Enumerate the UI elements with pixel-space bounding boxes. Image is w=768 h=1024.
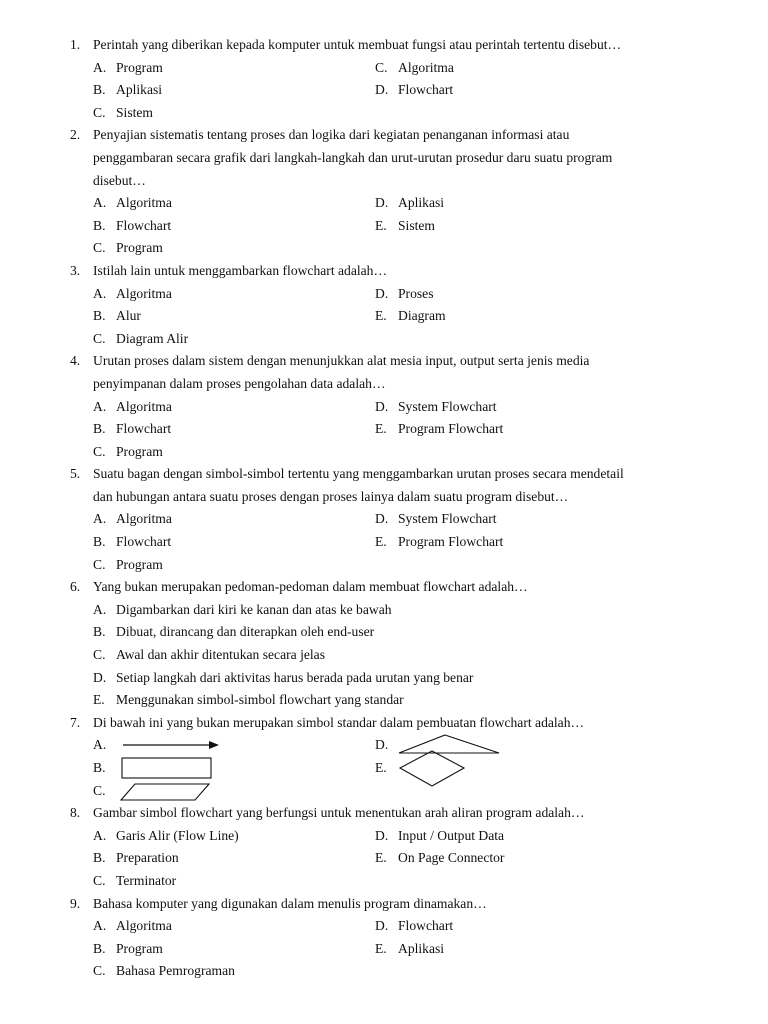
answer-option xyxy=(93,79,162,102)
option-text: Diagram xyxy=(398,308,446,324)
option-symbol-rectangle xyxy=(121,756,213,780)
question-number: 2. xyxy=(70,127,81,143)
question-line xyxy=(0,486,768,509)
options-row xyxy=(0,57,768,80)
option-text: Garis Alir (Flow Line) xyxy=(116,827,239,843)
option-letter: B. xyxy=(93,940,106,956)
options-row xyxy=(0,192,768,215)
option-text: Program xyxy=(116,556,163,572)
answer-option xyxy=(375,734,398,757)
option-text: Program xyxy=(116,940,163,956)
answer-option xyxy=(93,418,171,441)
question-number: 8. xyxy=(70,805,81,821)
option-letter: D. xyxy=(375,827,389,843)
question-line xyxy=(0,124,768,147)
answer-option xyxy=(375,283,434,306)
option-text: Flowchart xyxy=(116,421,172,437)
option-text: Program xyxy=(116,443,163,459)
question-block xyxy=(0,34,768,124)
answer-option xyxy=(93,283,172,306)
question-number: 9. xyxy=(70,895,81,911)
question-number: 1. xyxy=(70,37,81,52)
option-text: System Flowchart xyxy=(398,398,497,414)
options-row xyxy=(0,554,768,577)
option-letter: C. xyxy=(93,782,106,798)
answer-option xyxy=(93,667,473,690)
option-letter: E. xyxy=(375,760,387,775)
option-letter: B. xyxy=(93,624,106,640)
question-text: Gambar simbol flowchart yang berfungsi untuk menentukan arah aliran program adalah… xyxy=(93,805,585,821)
question-text: Istilah lain untuk menggambarkan flowchart adalah… xyxy=(93,262,388,278)
option-letter: C. xyxy=(93,647,106,663)
option-text: Algoritma xyxy=(116,285,172,301)
question-line xyxy=(0,350,768,373)
question-number: 6. xyxy=(70,579,81,595)
options-row xyxy=(0,215,768,238)
question-number: 3. xyxy=(70,262,81,278)
question-block xyxy=(0,802,768,892)
answer-option xyxy=(93,396,172,419)
answer-option xyxy=(93,621,374,644)
option-text: Proses xyxy=(398,285,434,301)
options-row xyxy=(0,960,768,983)
option-text: Alur xyxy=(116,308,141,324)
option-text: Terminator xyxy=(116,872,177,888)
question-text: disebut… xyxy=(93,172,146,188)
option-letter: C. xyxy=(93,872,106,888)
option-text: Program xyxy=(116,240,163,256)
option-text: Sistem xyxy=(398,217,436,233)
answer-option xyxy=(93,599,392,622)
option-letter: C. xyxy=(93,104,106,120)
options-row xyxy=(0,621,768,644)
option-text: Bahasa Pemrograman xyxy=(116,963,235,979)
option-letter: D. xyxy=(375,918,389,934)
question-text: penyimpanan dalam proses pengolahan data adalah… xyxy=(93,375,386,391)
options-row xyxy=(0,599,768,622)
answer-option xyxy=(375,531,503,554)
option-text: Flowchart xyxy=(116,534,172,550)
option-letter: B. xyxy=(93,308,106,324)
option-letter: A. xyxy=(93,59,107,75)
option-letter: D. xyxy=(375,398,389,414)
option-text: Digambarkan dari kiri ke kanan dan atas ke bawah xyxy=(116,601,392,617)
option-text: System Flowchart xyxy=(398,511,497,527)
option-letter: E. xyxy=(375,940,387,956)
option-text: Awal dan akhir ditentukan secara jelas xyxy=(116,647,325,663)
answer-option xyxy=(93,689,404,712)
option-text: Menggunakan simbol-simbol flowchart yang standar xyxy=(116,692,404,708)
options-row xyxy=(0,644,768,667)
option-symbol-parallelogram xyxy=(119,782,211,802)
answer-option xyxy=(375,57,454,80)
options-row xyxy=(0,847,768,870)
answer-option xyxy=(93,57,163,80)
option-letter: A. xyxy=(93,737,107,753)
option-letter: C. xyxy=(93,556,106,572)
answer-option xyxy=(93,870,176,893)
answer-option xyxy=(93,102,153,125)
answer-option xyxy=(375,215,435,238)
answer-option xyxy=(93,328,188,351)
option-letter: B. xyxy=(93,760,106,775)
question-line xyxy=(0,147,768,170)
question-text: Urutan proses dalam sistem dengan menunjukkan alat mesia input, output serta jenis media xyxy=(93,353,590,369)
question-line xyxy=(0,373,768,396)
option-text: Aplikasi xyxy=(398,940,445,956)
question-block xyxy=(0,350,768,463)
options-row xyxy=(0,418,768,441)
option-letter: B. xyxy=(93,534,106,550)
options-row xyxy=(0,328,768,351)
question-text: dan hubungan antara suatu proses dengan proses lainya dalam suatu program disebut… xyxy=(93,488,569,504)
question-number: 4. xyxy=(70,353,81,369)
option-text: Aplikasi xyxy=(398,195,445,211)
question-text: penggambaran secara grafik dari langkah-langkah dan urut-urutan prosedur daru suatu program xyxy=(93,149,613,165)
option-letter: D. xyxy=(93,669,107,685)
question-line xyxy=(0,260,768,283)
option-text: Input / Output Data xyxy=(398,827,505,843)
options-row xyxy=(0,825,768,848)
option-text: Preparation xyxy=(116,850,179,866)
answer-option xyxy=(375,192,444,215)
question-text: Penyajian sistematis tentang proses dan logika dari kegiatan penanganan informasi atau xyxy=(93,127,570,143)
option-text: Algoritma xyxy=(116,398,172,414)
answer-option xyxy=(375,418,503,441)
option-text: Flowchart xyxy=(398,82,454,98)
options-row xyxy=(0,780,768,803)
option-symbol-arrow xyxy=(121,739,221,751)
option-letter: D. xyxy=(375,511,389,527)
option-letter: A. xyxy=(93,195,107,211)
question-block xyxy=(0,260,768,350)
option-letter: E. xyxy=(93,692,105,708)
answer-option xyxy=(375,305,446,328)
option-letter: A. xyxy=(93,285,107,301)
option-letter: E. xyxy=(375,421,387,437)
option-letter: A. xyxy=(93,601,107,617)
question-line xyxy=(0,802,768,825)
option-letter: A. xyxy=(93,398,107,414)
answer-option xyxy=(93,960,235,983)
question-line xyxy=(0,463,768,486)
options-row xyxy=(0,870,768,893)
answer-option xyxy=(93,825,239,848)
option-letter: D. xyxy=(375,285,389,301)
options-row xyxy=(0,79,768,102)
option-letter: B. xyxy=(93,421,106,437)
question-text: Bahasa komputer yang digunakan dalam menulis program dinamakan… xyxy=(93,895,487,911)
option-letter: D. xyxy=(375,82,389,98)
answer-option xyxy=(93,531,171,554)
question-text: Perintah yang diberikan kepada komputer untuk membuat fungsi atau perintah tertentu disebut… xyxy=(93,37,622,52)
option-letter: E. xyxy=(375,850,387,866)
answer-option xyxy=(93,938,163,961)
option-text: Algoritma xyxy=(116,195,172,211)
question-text: Suatu bagan dengan simbol-simbol tertentu yang menggambarkan urutan proses secara mendetail xyxy=(93,466,624,482)
option-letter: B. xyxy=(93,82,106,98)
answer-option xyxy=(375,825,504,848)
option-letter: C. xyxy=(93,330,106,346)
answer-option xyxy=(93,554,163,577)
answer-option xyxy=(375,508,497,531)
answer-option xyxy=(93,644,325,667)
option-letter: E. xyxy=(375,534,387,550)
option-text: Program xyxy=(116,59,163,75)
option-text: Flowchart xyxy=(398,918,454,934)
answer-option xyxy=(375,757,398,780)
question-line xyxy=(0,712,768,735)
answer-option xyxy=(93,237,163,260)
options-row xyxy=(0,734,768,757)
option-letter: A. xyxy=(93,511,107,527)
answer-option xyxy=(93,915,172,938)
options-row xyxy=(0,305,768,328)
option-text: Algoritma xyxy=(116,918,172,934)
option-text: Diagram Alir xyxy=(116,330,189,346)
options-row xyxy=(0,531,768,554)
option-letter: B. xyxy=(93,217,106,233)
option-text: Program Flowchart xyxy=(398,534,504,550)
option-text: Program Flowchart xyxy=(398,421,504,437)
option-text: Algoritma xyxy=(116,511,172,527)
options-row xyxy=(0,102,768,125)
option-text: On Page Connector xyxy=(398,850,505,866)
question-number: 5. xyxy=(70,466,81,482)
question-text: Yang bukan merupakan pedoman-pedoman dalam membuat flowchart adalah… xyxy=(93,579,528,595)
answer-option xyxy=(375,396,497,419)
answer-option xyxy=(375,847,504,870)
option-text: Aplikasi xyxy=(116,82,163,98)
option-letter: C. xyxy=(93,443,106,459)
options-row xyxy=(0,508,768,531)
answer-option xyxy=(93,441,163,464)
question-block xyxy=(0,463,768,576)
answer-option xyxy=(93,734,116,757)
answer-option xyxy=(375,79,453,102)
option-letter: D. xyxy=(375,737,389,753)
answer-option xyxy=(93,757,116,780)
answer-option xyxy=(93,780,116,803)
question-line xyxy=(0,576,768,599)
question-block xyxy=(0,712,768,802)
option-text: Dibuat, dirancang dan diterapkan oleh end-user xyxy=(116,624,375,640)
option-letter: C. xyxy=(93,963,106,979)
options-row xyxy=(0,667,768,690)
question-line xyxy=(0,893,768,916)
question-text: Di bawah ini yang bukan merupakan simbol standar dalam pembuatan flowchart adalah… xyxy=(93,714,585,730)
answer-option xyxy=(93,847,179,870)
question-block xyxy=(0,124,768,260)
option-letter: C. xyxy=(375,59,388,75)
options-row xyxy=(0,237,768,260)
options-row xyxy=(0,757,768,780)
question-block xyxy=(0,893,768,983)
option-letter: E. xyxy=(375,217,387,233)
option-text: Setiap langkah dari aktivitas harus berada pada urutan yang benar xyxy=(116,669,474,685)
answer-option xyxy=(375,938,444,961)
option-letter: C. xyxy=(93,240,106,256)
options-row xyxy=(0,441,768,464)
options-row xyxy=(0,396,768,419)
option-letter: E. xyxy=(375,308,387,324)
option-text: Sistem xyxy=(116,104,154,120)
answer-option xyxy=(93,192,172,215)
options-row xyxy=(0,283,768,306)
question-number: 7. xyxy=(70,714,81,730)
options-row xyxy=(0,689,768,712)
option-letter: A. xyxy=(93,827,107,843)
option-text: Algoritma xyxy=(398,59,454,75)
question-line xyxy=(0,170,768,193)
question-line xyxy=(0,34,768,57)
answer-option xyxy=(93,305,141,328)
answer-option xyxy=(93,215,171,238)
quiz-document xyxy=(0,34,768,983)
question-block xyxy=(0,576,768,712)
option-letter: D. xyxy=(375,195,389,211)
answer-option xyxy=(93,508,172,531)
option-text: Flowchart xyxy=(116,217,172,233)
options-row xyxy=(0,938,768,961)
option-letter: A. xyxy=(93,918,107,934)
option-letter: B. xyxy=(93,850,106,866)
answer-option xyxy=(375,915,453,938)
options-row xyxy=(0,915,768,938)
